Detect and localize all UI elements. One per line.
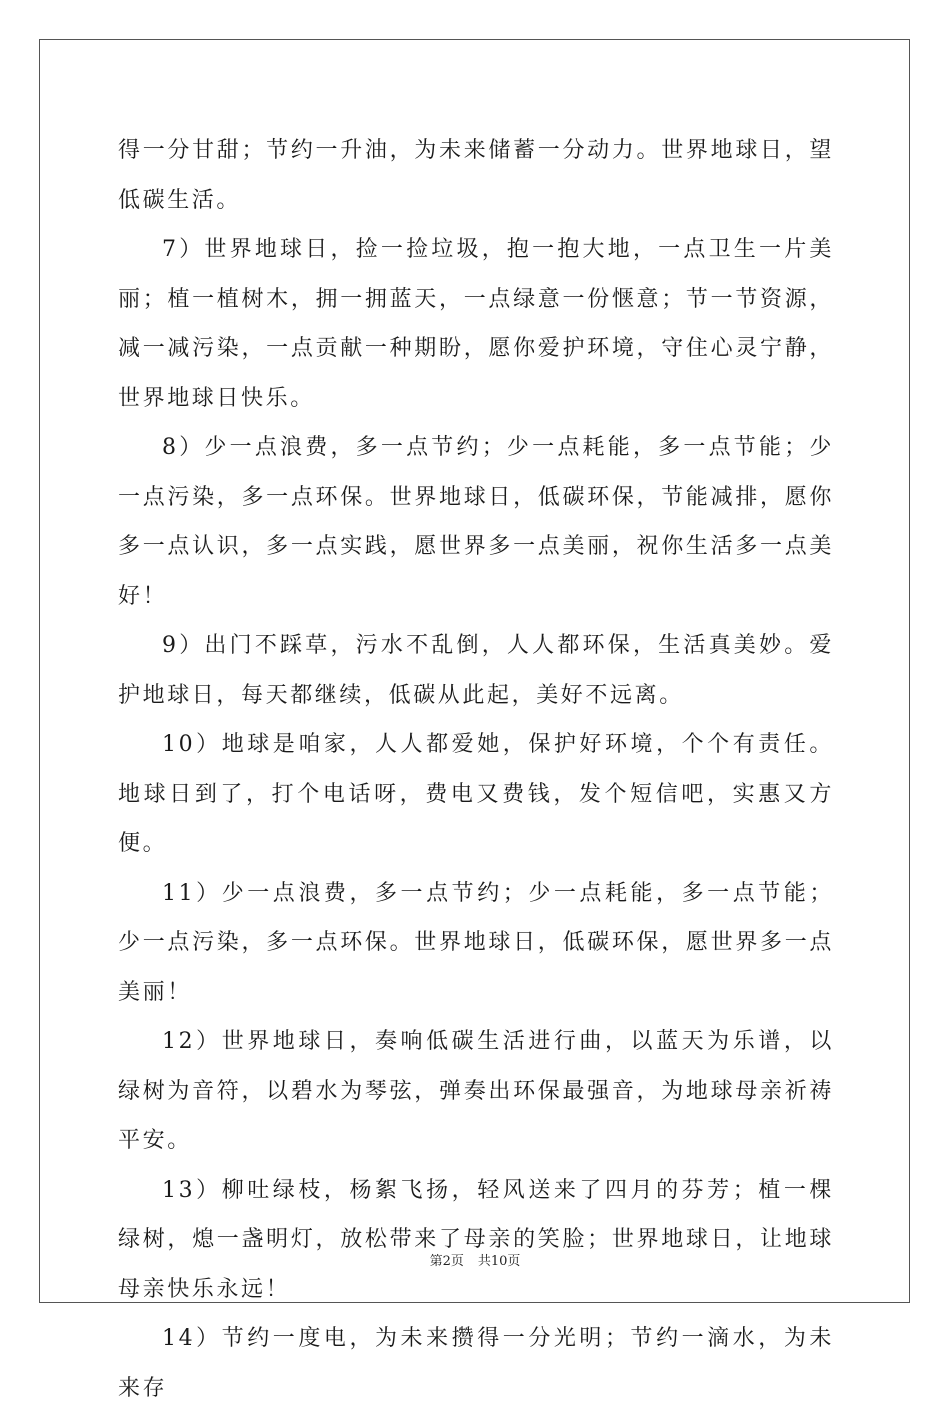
paragraph-7: 7）世界地球日，捡一捡垃圾，抱一抱大地，一点卫生一片美丽；植一植树木，拥一拥蓝天，一点绿意一份惬意；节一节资源，减一减污染，一点贡献一种期盼，愿你爱护环境，守住心灵宁静，世界地球日快乐。 — [118, 237, 834, 411]
paragraph-14: 14）节约一度电，为未来攒得一分光明；节约一滴水，为未来存 — [118, 1326, 834, 1401]
paragraph-10: 10）地球是咱家，人人都爱她，保护好环境，个个有责任。地球日到了，打个电话呀，费电又费钱，发个短信吧，实惠又方便。 — [118, 732, 834, 856]
page-number: 第2页 — [429, 1254, 464, 1269]
page-total: 共10页 — [477, 1254, 521, 1269]
page-footer — [0, 1250, 950, 1269]
paragraph-9: 9）出门不踩草，污水不乱倒，人人都环保，生活真美妙。爱护地球日，每天都继续，低碳从此起，美好不远离。 — [118, 633, 834, 708]
paragraph-13: 13）柳吐绿枝，杨絮飞扬，轻风送来了四月的芬芳；植一棵绿树，熄一盏明灯，放松带来了母亲的笑脸；世界地球日，让地球母亲快乐永远！ — [118, 1177, 834, 1302]
document-body — [118, 126, 834, 1413]
paragraph-12: 12）世界地球日，奏响低碳生活进行曲，以蓝天为乐谱，以绿树为音符，以碧水为琴弦，弹奏出环保最强音，为地球母亲祈祷平安。 — [118, 1029, 834, 1153]
paragraph-8: 8）少一点浪费，多一点节约；少一点耗能，多一点节能；少一点污染，多一点环保。世界地球日，低碳环保，节能减排，愿你多一点认识，多一点实践，愿世界多一点美丽，祝你生活多一点美好！ — [118, 435, 834, 609]
paragraph-continued: 得一分甘甜；节约一升油，为未来储蓄一分动力。世界地球日，望低碳生活。 — [118, 138, 834, 213]
paragraph-11: 11）少一点浪费，多一点节约；少一点耗能，多一点节能；少一点污染，多一点环保。世界地球日，低碳环保，愿世界多一点美丽！ — [118, 880, 834, 1005]
